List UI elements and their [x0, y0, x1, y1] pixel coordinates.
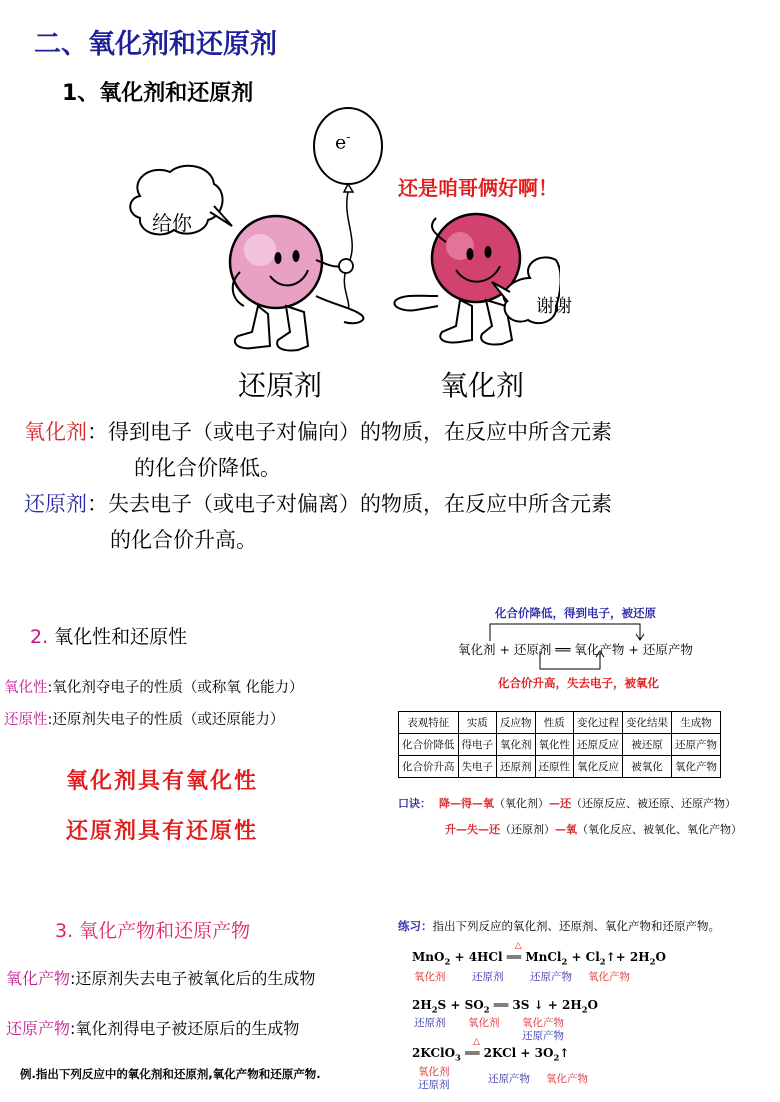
example-prompt: 例.指出下列反应中的氧化剂和还原剂,氧化产物和还原产物. [20, 1067, 321, 1081]
table-cell: 化合价升高 [399, 756, 459, 778]
eq2-label-4: 还原产物 [522, 1030, 564, 1042]
reducing-property: 还原性:还原剂失电子的性质（或还原能力） [4, 712, 285, 728]
equation-2: $2H_2S + SO_2$ ══ 3S ↓ + $2H_2O$ [412, 998, 598, 1015]
oxidant-definition: 氧化剂：得到电子（或电子对偏向）的物质，在反应中所含元素 [24, 420, 612, 444]
eq1-label-2: 还原剂 [472, 971, 504, 983]
reductant-has-reducing: 还原剂具有还原性 [66, 819, 259, 844]
eq1-label-1: 氧化剂 [414, 971, 446, 983]
section-title: 二、氧化剂和还原剂 [34, 29, 277, 60]
eq2-label-2: 氧化剂 [468, 1017, 500, 1029]
table-cell: 表观特征 [399, 712, 459, 734]
table-cell: 还原剂 [497, 756, 536, 778]
table-cell: 变化结果 [623, 712, 672, 734]
electron-label: e- [335, 130, 351, 154]
exclaim-text: 还是咱哥俩好啊！ [398, 176, 558, 200]
table-cell: 化合价降低 [399, 734, 459, 756]
eq2-label-3: 氧化产物 [522, 1017, 564, 1029]
diagram-equation: 氧化剂 + 还原剂 ══ 氧化产物 + 还原产物 [458, 642, 693, 657]
reductant-term: 还原剂 [24, 492, 87, 516]
table-cell: 还原产物 [672, 734, 721, 756]
table-cell: 氧化反应 [574, 756, 623, 778]
redox-table [398, 711, 721, 778]
table-cell: 生成物 [672, 712, 721, 734]
table-cell: 变化过程 [574, 712, 623, 734]
section-2-title: 2. 氧化性和还原性 [30, 626, 188, 648]
table-cell: 氧化产物 [672, 756, 721, 778]
table-row [399, 756, 721, 778]
equation-1: MnO$_2$ + 4HCl △ ══ MnCl$_2$ + $Cl_2↑+ 2H_2O$ [412, 941, 666, 967]
table-row [399, 734, 721, 756]
exercise-prompt: 练习：指出下列反应的氧化剂、还原剂、氧化产物和还原产物。 [398, 919, 720, 933]
eq3-label-3: 还原产物 [488, 1073, 530, 1085]
table-row [399, 712, 721, 734]
reduction-product-def: 还原产物:氧化剂得电子被还原后的生成物 [6, 1019, 300, 1038]
left-bubble-text: 给你 [152, 211, 192, 235]
table-cell: 还原反应 [574, 734, 623, 756]
oxidant-definition-line2: 的化合价降低。 [134, 456, 281, 480]
oxidant-term: 氧化剂 [24, 420, 87, 444]
table-cell: 反应物 [497, 712, 536, 734]
mnemonic-line-2: 升—失—还（还原剂）—氧（氧化反应、被氧化、氧化产物） [445, 823, 742, 836]
diagram-top-label: 化合价降低，得到电子，被还原 [495, 606, 656, 620]
table-cell: 氧化剂 [497, 734, 536, 756]
right-bubble-text: 谢谢 [536, 296, 572, 317]
table-cell: 还原性 [535, 756, 574, 778]
oxidizing-property: 氧化性:氧化剂夺电子的性质（或称氧 化能力） [4, 680, 304, 696]
table-cell: 得电子 [458, 734, 497, 756]
eq3-label-2: 还原剂 [418, 1079, 450, 1091]
diagram-bottom-label: 化合价升高，失去电子，被氧化 [498, 676, 659, 690]
table-cell: 失电子 [458, 756, 497, 778]
left-caption: 还原剂 [238, 369, 323, 402]
table-cell: 氧化性 [535, 734, 574, 756]
eq3-label-1: 氧化剂 [418, 1066, 450, 1078]
reductant-definition-line2: 的化合价升高。 [110, 528, 257, 552]
subsection-1-title: 1、氧化剂和还原剂 [62, 81, 254, 106]
table-cell: 性质 [535, 712, 574, 734]
right-caption: 氧化剂 [440, 369, 525, 402]
eq1-label-4: 氧化产物 [588, 971, 630, 983]
equation-3: 2KClO$_3$ △ ══ $2KCl + 3O_2↑$ [412, 1037, 570, 1063]
reductant-definition: 还原剂：失去电子（或电子对偏离）的物质，在反应中所含元素 [24, 492, 612, 516]
oxidant-has-oxidizing: 氧化剂具有氧化性 [66, 769, 259, 794]
mnemonic-line-1: 口诀： 降—得—氧（氧化剂）—还（还原反应、被还原、还原产物） [398, 797, 736, 810]
section-3-title: 3. 氧化产物和还原产物 [55, 920, 251, 942]
oxidation-product-def: 氧化产物:还原剂失去电子被氧化后的生成物 [6, 969, 316, 988]
eq1-label-3: 还原产物 [530, 971, 572, 983]
table-cell: 被氧化 [623, 756, 672, 778]
eq3-label-4: 氧化产物 [546, 1073, 588, 1085]
table-cell: 实质 [458, 712, 497, 734]
table-cell: 被还原 [623, 734, 672, 756]
eq2-label-1: 还原剂 [414, 1017, 446, 1029]
